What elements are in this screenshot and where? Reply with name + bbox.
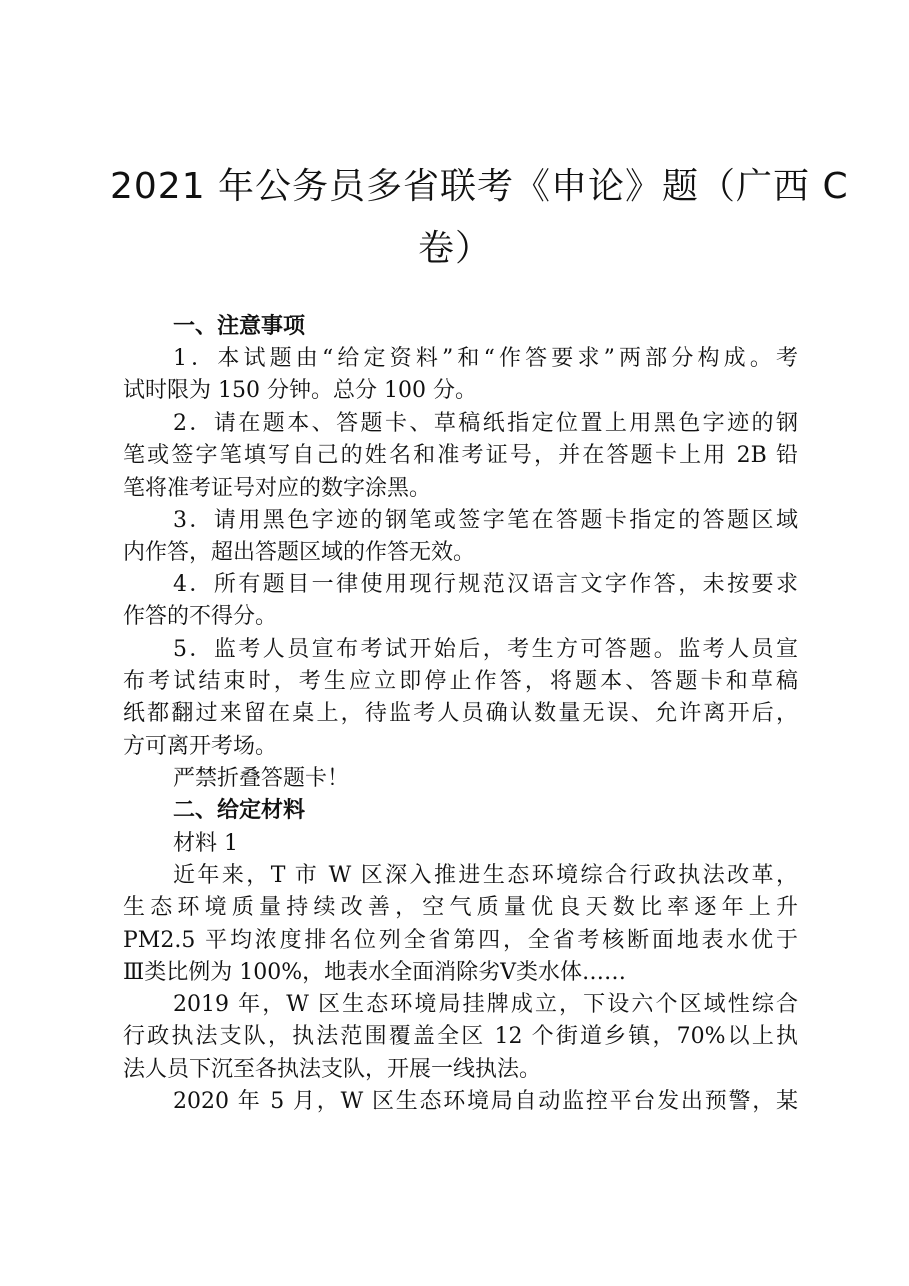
section-heading-materials: 二、给定材料 bbox=[173, 798, 306, 823]
material-1-paragraph-1-line-3: PM2.5 平均浓度排名位列全省第四，全省考核断面地表水优于 bbox=[123, 928, 798, 953]
material-1-paragraph-1-line-4: Ⅲ类比例为 100%，地表水全面消除劣Ⅴ类水体…… bbox=[123, 960, 626, 985]
material-1-paragraph-1-line-2: 生态环境质量持续改善，空气质量优良天数比率逐年上升 bbox=[123, 895, 798, 920]
warning-text: 严禁折叠答题卡！ bbox=[173, 766, 350, 791]
note-4-line-2: 作答的不得分。 bbox=[123, 604, 278, 629]
note-2-line-1: 2．请在题本、答题卡、草稿纸指定位置上用黑色字迹的钢 bbox=[173, 411, 798, 436]
note-1-line-1: 1．本试题由“给定资料”和“作答要求”两部分构成。考 bbox=[173, 346, 798, 371]
note-5-line-2: 布考试结束时，考生应立即停止作答，将题本、答题卡和草稿 bbox=[123, 669, 798, 694]
note-1-line-2: 试时限为 150 分钟。总分 100 分。 bbox=[123, 378, 477, 403]
material-1-paragraph-2-line-1: 2019 年，W 区生态环境局挂牌成立，下设六个区域性综合 bbox=[173, 992, 798, 1017]
material-1-paragraph-2-line-3: 法人员下沉至各执法支队，开展一线执法。 bbox=[123, 1057, 542, 1082]
note-5-line-1: 5．监考人员宣布考试开始后，考生方可答题。监考人员宣 bbox=[173, 637, 798, 662]
material-1-label: 材料 1 bbox=[173, 831, 238, 856]
note-3-line-2: 内作答，超出答题区域的作答无效。 bbox=[123, 540, 476, 565]
note-2-line-2: 笔或签字笔填写自己的姓名和准考证号，并在答题卡上用 2B 铅 bbox=[123, 443, 798, 468]
note-5-line-3: 纸都翻过来留在桌上，待监考人员确认数量无误、允许离开后， bbox=[123, 701, 798, 726]
note-4-line-1: 4．所有题目一律使用现行规范汉语言文字作答，未按要求 bbox=[173, 572, 798, 597]
section-heading-notes: 一、注意事项 bbox=[173, 314, 306, 339]
note-5-line-4: 方可离开考场。 bbox=[123, 734, 278, 759]
material-1-paragraph-2-line-2: 行政执法支队，执法范围覆盖全区 12 个街道乡镇，70%以上执 bbox=[123, 1024, 798, 1049]
document-title-continued: 卷） bbox=[417, 228, 492, 269]
note-2-line-3: 笔将准考证号对应的数字涂黑。 bbox=[123, 476, 432, 501]
material-1-paragraph-3-line-1: 2020 年 5 月，W 区生态环境局自动监控平台发出预警，某 bbox=[173, 1089, 798, 1114]
note-3-line-1: 3．请用黑色字迹的钢笔或签字笔在答题卡指定的答题区域 bbox=[173, 508, 798, 533]
material-1-paragraph-1-line-1: 近年来，T 市 W 区深入推进生态环境综合行政执法改革， bbox=[173, 863, 798, 888]
document-title: 2021 年公务员多省联考《申论》题（广西 C bbox=[110, 166, 849, 207]
